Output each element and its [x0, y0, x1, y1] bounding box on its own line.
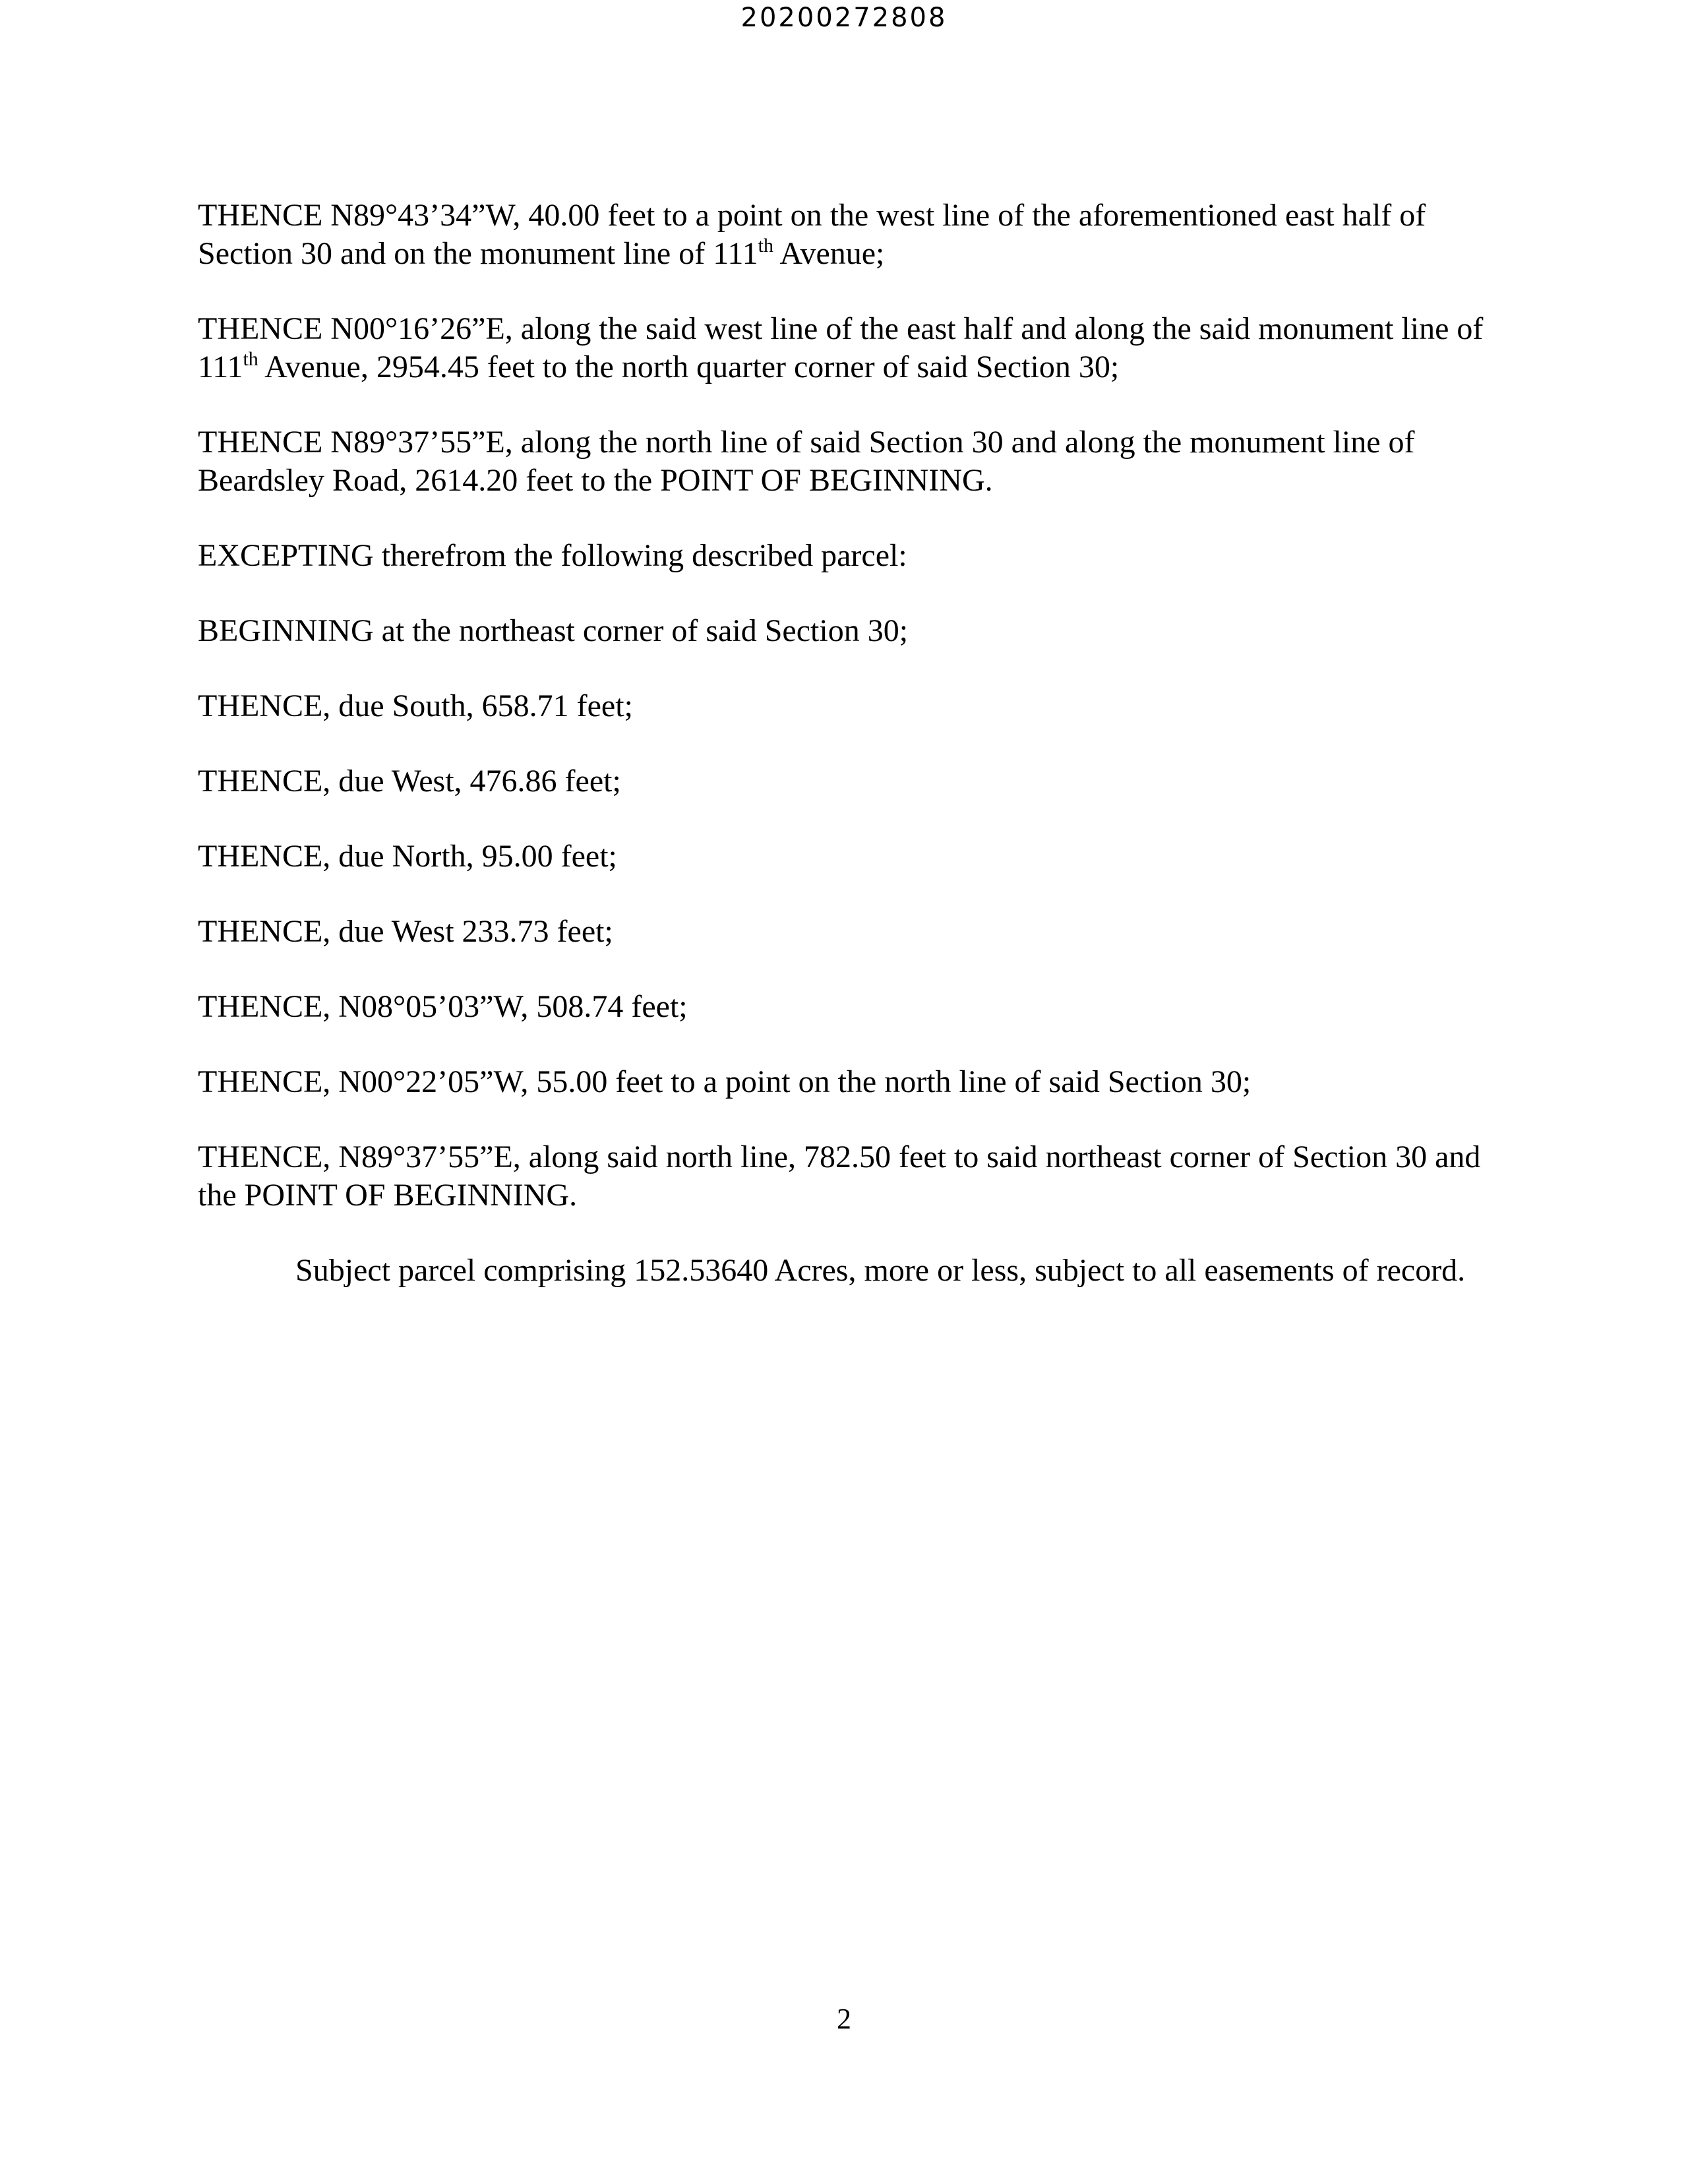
- exception-course-2: THENCE, due West, 476.86 feet;: [198, 764, 621, 799]
- course-paragraph-1: [198, 197, 1510, 273]
- page-number: 2: [837, 2003, 851, 2035]
- course-text: Avenue, 2954.45 feet to the north quarter corner of said Section 30;: [258, 349, 1120, 384]
- exception-course-5: THENCE, N08°05’03”W, 508.74 feet;: [198, 989, 688, 1024]
- course-paragraph-3: THENCE N89°37’55”E, along the north line of said Section 30 and along the monument line of Beardsley Road, 2614.20 feet to the POINT OF BEGINNING.: [198, 425, 1415, 498]
- course-text: THENCE N00°16’26”E, along the said west line of the east half and along the said monument line of 111: [198, 311, 1484, 384]
- recording-number: 20200272808: [740, 3, 948, 33]
- exception-course-3: THENCE, due North, 95.00 feet;: [198, 839, 617, 874]
- exception-heading: EXCEPTING therefrom the following described parcel:: [198, 538, 907, 573]
- exception-course-7: THENCE, N89°37’55”E, along said north line, 782.50 feet to said northeast corner of Section 30 and the POINT OF BEGINNING.: [198, 1139, 1481, 1213]
- ordinal-suffix: th: [758, 235, 773, 257]
- exception-course-1: THENCE, due South, 658.71 feet;: [198, 688, 633, 723]
- exception-course-6: THENCE, N00°22’05”W, 55.00 feet to a point on the north line of said Section 30;: [198, 1064, 1251, 1099]
- course-text: Avenue;: [773, 236, 885, 271]
- legal-description-body: [198, 197, 1510, 1327]
- exception-course-4: THENCE, due West 233.73 feet;: [198, 914, 613, 949]
- ordinal-suffix: th: [243, 348, 258, 370]
- exception-beginning: BEGINNING at the northeast corner of said Section 30;: [198, 613, 909, 648]
- course-paragraph-2: [198, 310, 1510, 386]
- course-text: THENCE N89°43’34”W, 40.00 feet to a point on the west line of the aforementioned east half of Section 30 and on the monument line of 111: [198, 198, 1426, 271]
- acreage-summary: Subject parcel comprising 152.53640 Acres, more or less, subject to all easements of record.: [295, 1253, 1466, 1288]
